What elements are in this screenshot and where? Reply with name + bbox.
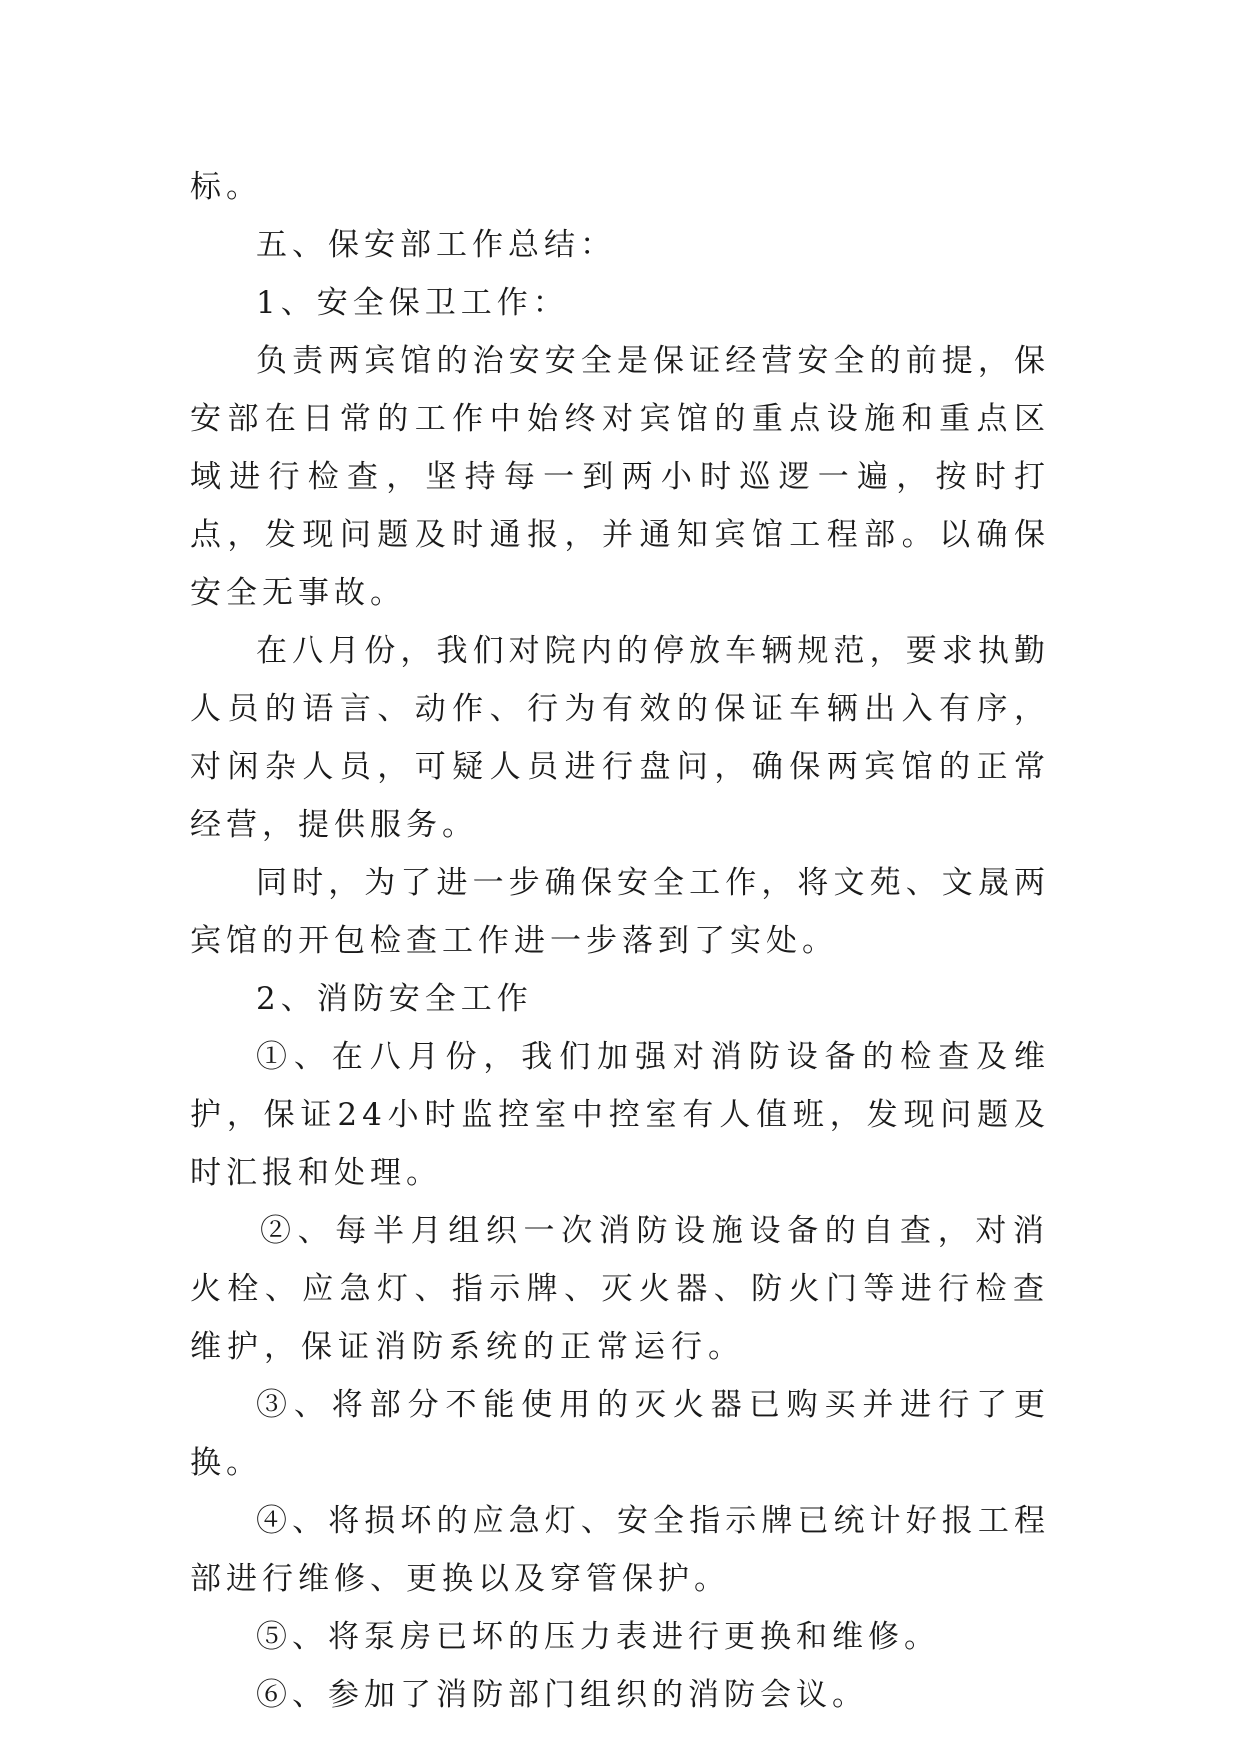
- list-item-fire-2: ②、每半月组织一次消防设施设备的自查，对消火栓、应急灯、指示牌、灭火器、防火门等进行检查维护，保证消防系统的正常运行。: [190, 1213, 1050, 1365]
- paragraph-security-duties: 负责两宾馆的治安安全是保证经营安全的前提，保安部在日常的工作中始终对宾馆的重点设施和重点区域进行检查，坚持每一到两小时巡逻一遍，按时打点，发现问题及时通报，并通知宾馆工程部。以确保安全无事故。: [190, 343, 1050, 611]
- list-item-fire-3: ③、将部分不能使用的灭火器已购买并进行了更换。: [190, 1387, 1050, 1481]
- list-item-fire-1: ①、在八月份，我们加强对消防设备的检查及维护，保证24小时监控室中控室有人值班，发现问题及时汇报和处理。: [190, 1039, 1050, 1191]
- paragraph-bag-inspection: 同时，为了进一步确保安全工作，将文苑、文晟两宾馆的开包检查工作进一步落到了实处。: [190, 865, 1050, 959]
- list-item-fire-5: ⑤、将泵房已坏的压力表进行更换和维修。: [256, 1619, 940, 1655]
- paragraph-continuation: 标。: [190, 169, 262, 205]
- paragraph-august-vehicles: 在八月份，我们对院内的停放车辆规范，要求执勤人员的语言、动作、行为有效的保证车辆出入有序，对闲杂人员，可疑人员进行盘问，确保两宾馆的正常经营，提供服务。: [190, 633, 1050, 843]
- subheading-security-guard-work: 1、安全保卫工作：: [256, 285, 569, 321]
- subheading-fire-safety-work: 2、消防安全工作: [256, 981, 533, 1017]
- section-heading-security-summary: 五、保安部工作总结：: [256, 227, 616, 263]
- list-item-fire-6: ⑥、参加了消防部门组织的消防会议。: [256, 1677, 868, 1713]
- list-item-fire-4: ④、将损坏的应急灯、安全指示牌已统计好报工程部进行维修、更换以及穿管保护。: [190, 1503, 1050, 1597]
- document-body: [190, 158, 1050, 1724]
